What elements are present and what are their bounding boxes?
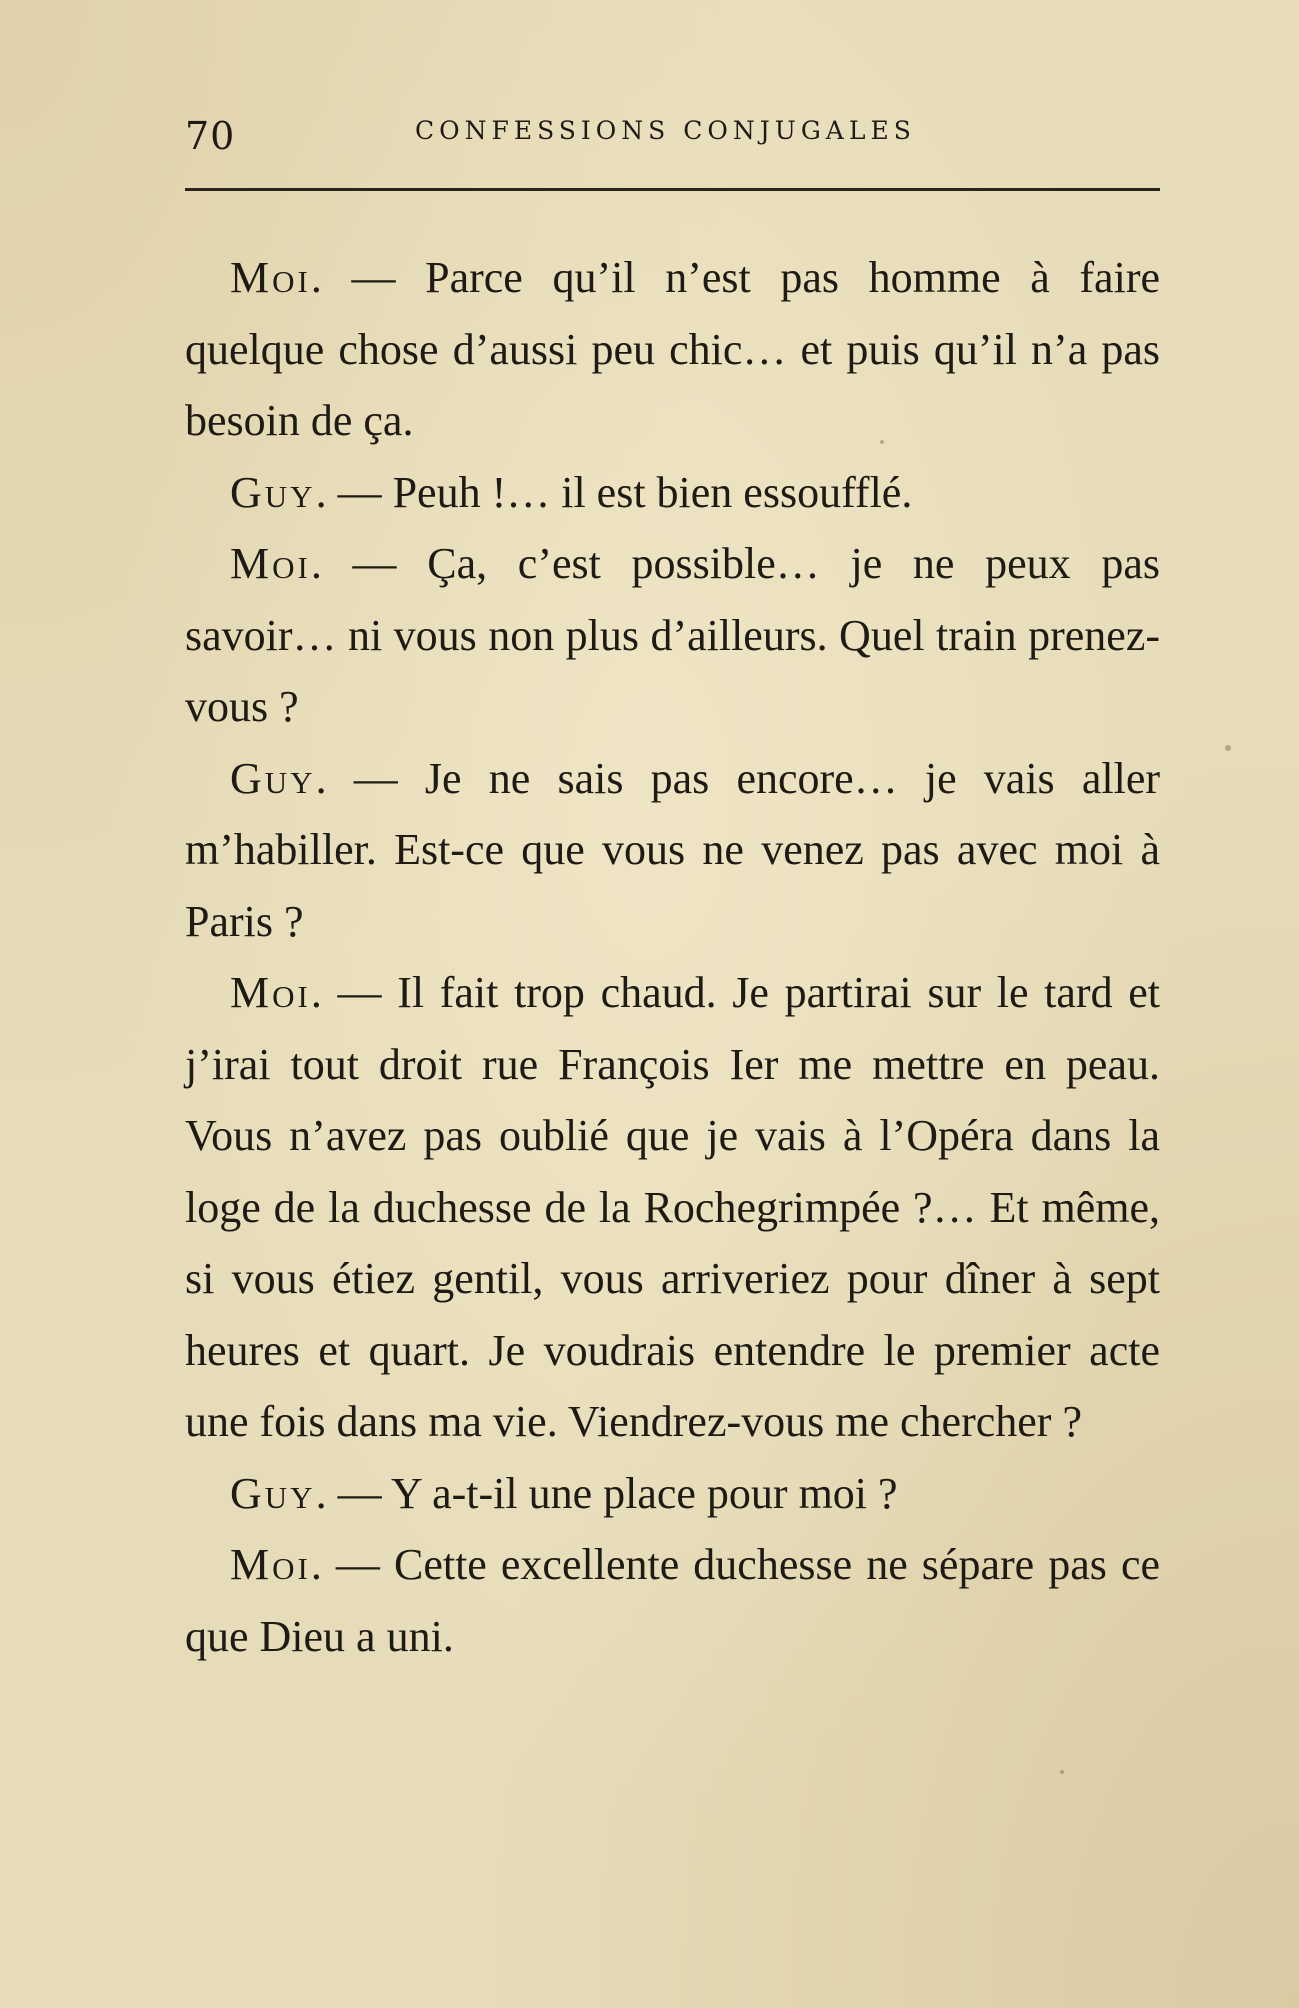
- speaker-separator: . —: [315, 467, 393, 517]
- header-rule: [185, 188, 1160, 191]
- speaker-name: Guy: [230, 1468, 316, 1518]
- paragraph-text: Y a-t-il une place pour moi ?: [390, 1468, 898, 1518]
- paper-speck: [880, 440, 884, 444]
- paper-speck: [1060, 1770, 1064, 1774]
- speaker-name: Moi: [230, 539, 311, 588]
- paragraph-text: Ça, c’est possible… je ne peux pas savoir… ni vous non plus d’ailleurs. Quel train prenez-vous ?: [185, 539, 1161, 731]
- dialogue-paragraph: [185, 957, 1160, 1458]
- speaker-separator: . —: [315, 753, 425, 803]
- dialogue-paragraph: [185, 743, 1160, 958]
- paragraph-text: Je ne sais pas encore… je vais aller m’habiller. Est-ce que vous ne venez pas avec moi à Paris ?: [185, 753, 1161, 946]
- paragraph-text: Cette excellente duchesse ne sépare pas ce que Dieu a uni.: [185, 1540, 1160, 1661]
- running-head: [185, 106, 1160, 166]
- speaker-name: Moi: [230, 1540, 311, 1589]
- dialogue-paragraph: [185, 242, 1160, 457]
- paragraph-text: Peuh !… il est bien essoufflé.: [392, 467, 913, 517]
- paragraph-text: Il fait trop chaud. Je partirai sur le tard et j’irai tout droit rue François Ier me mettre en peau. Vous n’avez pas oublié que je vais à l’Opéra dans la loge de la duchesse de la Rochegrimpée ?… Et même, si vous étiez gentil, vous arriveriez pour dîner à sept heures et quart. Je voudrais entendre le premier acte une fois dans ma vie. Viendrez-vous me chercher ?: [185, 968, 1161, 1446]
- running-title: CONFESSIONS CONJUGALES: [415, 116, 916, 145]
- page-number: 70: [185, 114, 236, 158]
- speaker-separator: . —: [310, 539, 428, 588]
- paragraph-text: Parce qu’il n’est pas homme à faire quelque chose d’aussi peu chic… et puis qu’il n’a pas besoin de ça.: [185, 253, 1160, 445]
- dialogue-paragraph: [185, 457, 1160, 529]
- dialogue-text: [185, 242, 1160, 1672]
- dialogue-paragraph: [185, 528, 1160, 743]
- speaker-separator: . —: [310, 253, 426, 302]
- dialogue-paragraph: [185, 1458, 1160, 1530]
- speaker-separator: . —: [310, 1540, 394, 1589]
- speaker-name: Moi: [230, 968, 311, 1017]
- speaker-name: Guy: [230, 753, 316, 803]
- speaker-separator: . —: [315, 1468, 391, 1518]
- paper-speck: [1225, 745, 1231, 751]
- speaker-separator: . —: [310, 968, 398, 1017]
- speaker-name: Guy: [230, 467, 316, 517]
- dialogue-paragraph: [185, 1529, 1160, 1672]
- speaker-name: Moi: [230, 253, 311, 302]
